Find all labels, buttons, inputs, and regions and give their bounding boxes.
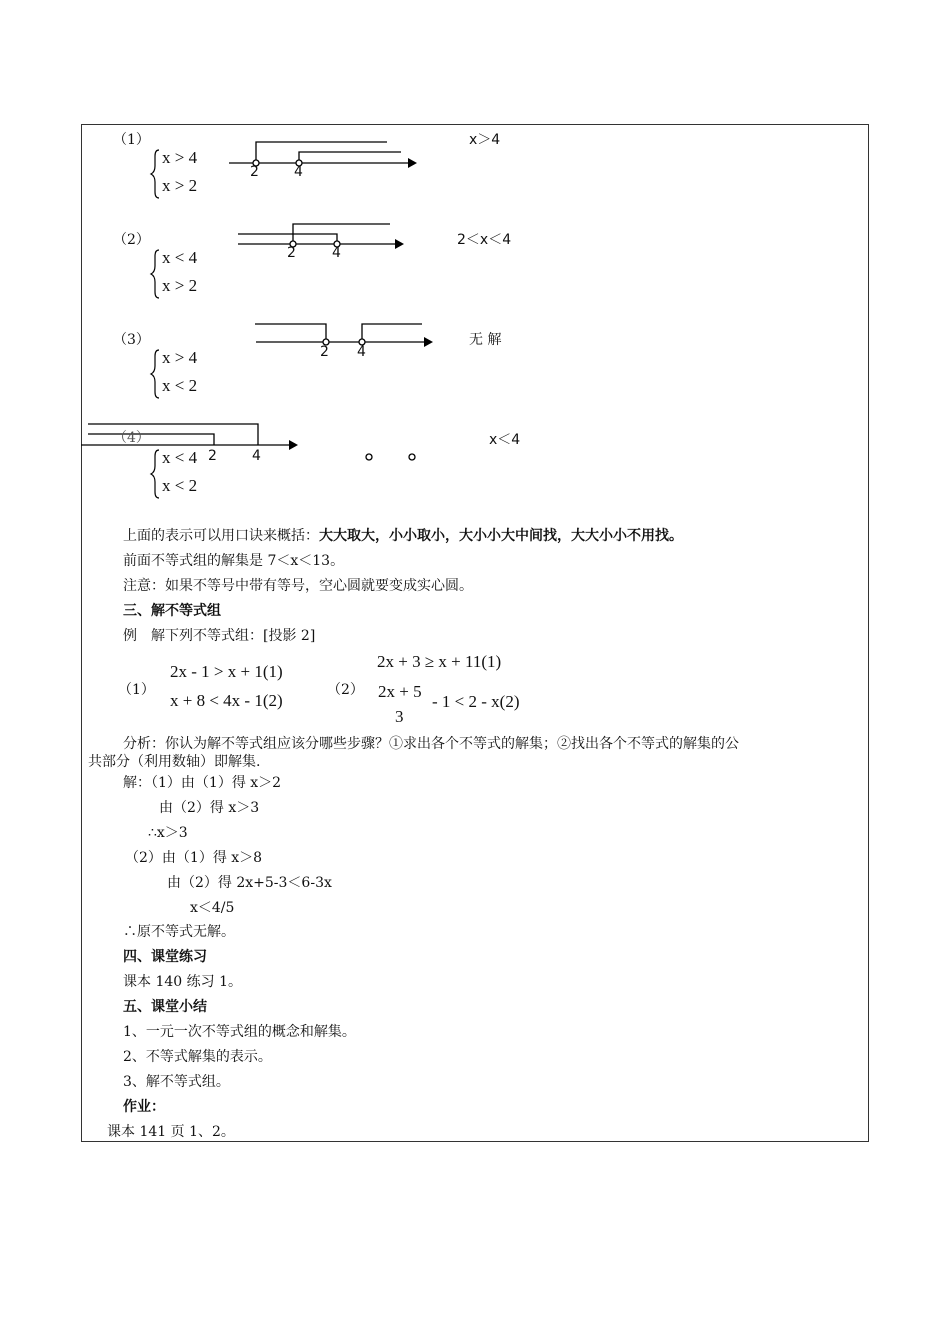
mnemonic-line [123, 526, 683, 546]
diagram-4-result: x＜4 [489, 432, 521, 448]
diagram-2-tick-a: 2 [287, 245, 296, 261]
example-text: 例 解下列不等式组：[投影 2] [123, 628, 316, 644]
diagram-2-ineq-b: x > 2 [162, 276, 198, 295]
diagram-3-number: （3） [113, 332, 150, 348]
note-text: 注意：如果不等号中带有等号，空心圆就要变成实心圆。 [123, 578, 473, 594]
problem-1-ineq-a: 2x - 1 > x + 1(1) [170, 662, 283, 681]
diagram-4-number: （4） [113, 430, 150, 446]
problem-1-ineq-b: x + 8 < 4x - 1(2) [170, 691, 283, 710]
solution-line-3: ∴x＞3 [148, 825, 188, 841]
number-line-3 [255, 324, 433, 347]
solution-line-2: 由（2）得 x＞3 [159, 800, 260, 816]
problem-2-fraction-denominator: 3 [395, 707, 404, 726]
summary-item-2: 2、不等式解集的表示。 [123, 1049, 272, 1065]
prev-solution: 前面不等式组的解集是 7＜x＜13。 [123, 553, 345, 569]
solution-line-5: 由（2）得 2x+5-3＜6-3x [167, 875, 332, 891]
number-line-2 [238, 224, 404, 249]
problem-2-fraction-numerator: 2x + 5 [378, 682, 422, 701]
diagram-4-ineq-b: x < 2 [162, 476, 198, 495]
solution-line-4: （2）由（1）得 x＞8 [125, 850, 263, 866]
section-3-heading: 三、解不等式组 [123, 603, 221, 619]
diagram-3-tick-b: 4 [357, 344, 366, 360]
diagram-4-tick-b: 4 [252, 448, 261, 464]
diagram-3-result: 无 解 [469, 332, 502, 348]
analysis-line-1: 分析：你认为解不等式组应该分哪些步骤？①求出各个不等式的解集；②找出各个不等式的解集的公 [123, 736, 739, 752]
diagram-1-ineq-a: x > 4 [162, 148, 198, 167]
diagram-1-tick-a: 2 [250, 164, 259, 180]
diagram-1-number: （1） [113, 132, 150, 148]
diagram-2-tick-b: 4 [332, 245, 341, 261]
mnemonic-bold: 大大取大，小小取小，大小小大中间找，大大小小不用找。 [319, 528, 683, 544]
diagram-3-ineq-b: x < 2 [162, 376, 198, 395]
diagram-1-result: x＞4 [469, 132, 501, 148]
solution-line-7: ∴原不等式无解。 [123, 924, 235, 940]
diagram-2-ineq-a: x < 4 [162, 248, 198, 267]
solution-line-1: 解：（1）由（1）得 x＞2 [123, 775, 282, 791]
summary-item-3: 3、解不等式组。 [123, 1074, 230, 1090]
problem-2-ineq-a: 2x + 3 ≥ x + 11(1) [377, 652, 502, 671]
homework-heading: 作业： [123, 1099, 165, 1115]
diagram-4-ineq-a: x < 4 [162, 448, 198, 467]
section-4-heading: 四、课堂练习 [123, 949, 207, 965]
problem-2-ineq-b-rest: - 1 < 2 - x(2) [432, 692, 520, 711]
diagram-3-ineq-a: x > 4 [162, 348, 198, 367]
problem-2-number: （2） [327, 682, 364, 698]
diagram-1-tick-b: 4 [294, 164, 303, 180]
solution-line-6: x＜4/5 [190, 900, 235, 916]
homework-text: 课本 141 页 1、2。 [107, 1124, 235, 1140]
section-5-heading: 五、课堂小结 [123, 999, 207, 1015]
diagram-2-result: 2＜x＜4 [457, 232, 512, 248]
diagram-1-ineq-b: x > 2 [162, 176, 198, 195]
problem-1-number: （1） [118, 682, 155, 698]
summary-item-1: 1、一元一次不等式组的概念和解集。 [123, 1024, 356, 1040]
diagram-3-tick-a: 2 [320, 344, 329, 360]
diagram-2-number: （2） [113, 232, 150, 248]
section-4-text: 课本 140 练习 1。 [123, 974, 242, 990]
mnemonic-prefix: 上面的表示可以用口诀来概括： [123, 528, 319, 544]
analysis-line-2: 共部分（利用数轴）即解集. [88, 754, 261, 770]
diagram-4-tick-a: 2 [208, 448, 217, 464]
